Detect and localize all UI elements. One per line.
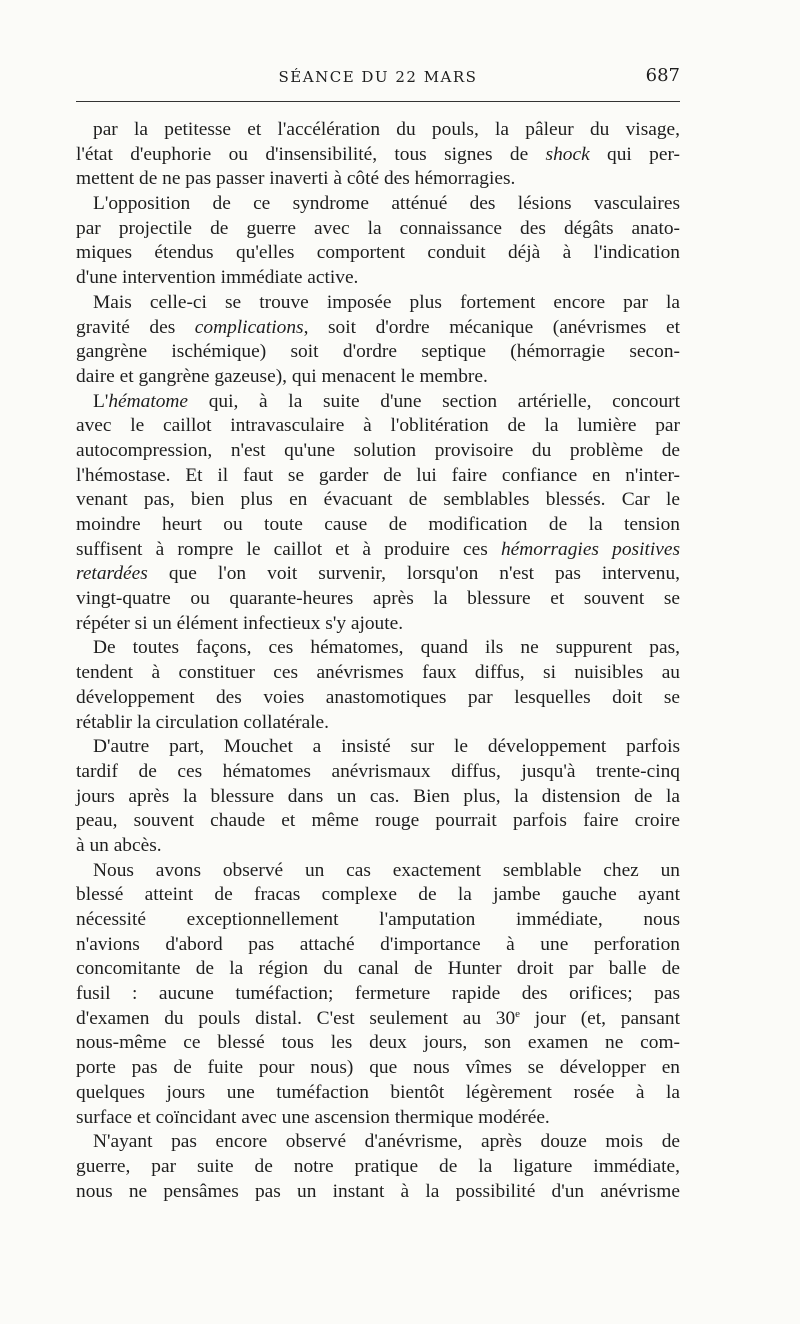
text-run: suffisent à rompre le caillot et à produire ces bbox=[76, 538, 501, 560]
text-line: moindre heurt ou toute cause de modification de la tension bbox=[76, 514, 680, 535]
text-line: venant pas, bien plus en évacuant de semblables blessés. Car le bbox=[76, 489, 680, 511]
text-line: L'opposition de ce syndrome atténué des lésions vasculaires bbox=[93, 193, 680, 215]
text-line: autocompression, n'est qu'une solution provisoire du problème de bbox=[76, 439, 680, 461]
text-line: N'ayant pas encore observé d'anévrisme, après douze mois de bbox=[93, 1131, 680, 1153]
text-line: porte pas de fuite pour nous) que nous vîmes se développer en bbox=[76, 1057, 680, 1079]
text-line: guerre, par suite de notre pratique de la ligature immédiate, bbox=[76, 1155, 680, 1177]
text-line: daire et gangrène gazeuse), qui menacent le membre. bbox=[76, 365, 488, 387]
text-line: par projectile de guerre avec la connaissance des dégâts anato- bbox=[76, 217, 680, 239]
text-line: fusil : aucune tuméfaction; fermeture rapide des orifices; pas bbox=[76, 983, 680, 1005]
text-run: d'examen du pouls distal. C'est seulement au 30 bbox=[76, 1007, 516, 1029]
text-run: l'état d'euphorie ou d'insensibilité, tous signes de bbox=[76, 143, 546, 165]
paragraph bbox=[76, 859, 680, 1131]
text-line: D'autre part, Mouchet a insisté sur le développement parfois bbox=[93, 736, 680, 758]
paragraph bbox=[76, 291, 680, 390]
text-line bbox=[76, 316, 680, 341]
text-line: développement des voies anastomotiques par lesquelles doit se bbox=[76, 686, 680, 708]
text-line: Nous avons observé un cas exactement semblable chez un bbox=[93, 859, 680, 881]
text-line: nous ne pensâmes pas un instant à la possibilité d'un anévrisme bbox=[76, 1180, 680, 1202]
text-line: gangrène ischémique) soit d'ordre septique (hémorragie secon- bbox=[76, 341, 680, 363]
text-run: qui per- bbox=[589, 143, 680, 165]
text-line: vingt-quatre ou quarante-heures après la blessure et souvent se bbox=[76, 588, 680, 610]
body-text bbox=[76, 118, 680, 1204]
text-line: peau, souvent chaude et même rouge pourrait parfois faire croire bbox=[76, 810, 680, 832]
text-line: rétablir la circulation collatérale. bbox=[76, 711, 330, 733]
header-rule bbox=[76, 101, 680, 102]
page-number: 687 bbox=[645, 65, 680, 86]
text-line: jours après la blessure dans un cas. Bien plus, la distension de la bbox=[76, 785, 680, 807]
text-line: à un abcès. bbox=[76, 834, 162, 856]
text-line: tardif de ces hématomes anévrismaux diffus, jusqu'à trente-cinq bbox=[76, 760, 680, 782]
text-line: d'une intervention immédiate active. bbox=[76, 267, 359, 289]
text-run: jour (et, pansant bbox=[520, 1007, 680, 1029]
superscript: e bbox=[515, 1007, 521, 1020]
text-line bbox=[76, 538, 680, 563]
text-line: blessé atteint de fracas complexe de la jambe gauche ayant bbox=[76, 884, 680, 906]
text-line: répéter si un élément infectieux s'y ajoute. bbox=[76, 612, 404, 634]
text-line: mettent de ne pas passer inaverti à côté des hémorragies. bbox=[76, 168, 516, 190]
text-line: Mais celle-ci se trouve imposée plus fortement encore par la bbox=[93, 291, 680, 313]
text-line bbox=[76, 390, 680, 415]
text-line bbox=[76, 143, 680, 168]
text-line: tendent à constituer ces anévrismes faux diffus, si nuisibles au bbox=[76, 662, 680, 684]
italic-term: complications bbox=[194, 316, 304, 338]
text-line: n'avions d'abord pas attaché d'importance à une perforation bbox=[76, 933, 680, 955]
italic-term: hématome bbox=[108, 390, 189, 412]
text-line: nous-même ce blessé tous les deux jours, son examen ne com- bbox=[76, 1032, 680, 1054]
running-head: SÉANCE DU 22 MARS bbox=[278, 68, 478, 86]
text-line: nécessité exceptionnellement l'amputation immédiate, nous bbox=[76, 909, 680, 930]
text-line: concomitante de la région du canal de Hunter droit par balle de bbox=[76, 958, 680, 980]
paragraph bbox=[76, 1130, 680, 1204]
paragraph bbox=[76, 390, 680, 637]
italic-term: hémorragies positives bbox=[500, 538, 680, 560]
italic-term: shock bbox=[545, 143, 590, 165]
text-line: l'hémostase. Et il faut se garder de lui faire confiance en n'inter- bbox=[76, 464, 680, 486]
paragraph bbox=[76, 735, 680, 858]
paragraph bbox=[76, 636, 680, 735]
text-line bbox=[76, 562, 680, 587]
text-line: surface et coïncidant avec une ascension thermique modérée. bbox=[76, 1106, 550, 1128]
text-line: avec le caillot intravasculaire à l'oblitération de la lumière par bbox=[76, 415, 680, 437]
paragraph bbox=[76, 192, 680, 291]
text-run: que l'on voit survenir, lorsqu'on n'est pas intervenu, bbox=[147, 563, 680, 585]
text-line: par la petitesse et l'accélération du pouls, la pâleur du visage, bbox=[93, 119, 680, 140]
text-line: miques étendus qu'elles comportent conduit déjà à l'indication bbox=[76, 242, 680, 264]
text-line: quelques jours une tuméfaction bientôt légèrement rosée à la bbox=[76, 1081, 680, 1103]
italic-term: retardées bbox=[76, 563, 148, 585]
paragraph bbox=[76, 118, 680, 192]
text-run: qui, à la suite d'une section artérielle, concourt bbox=[188, 390, 680, 412]
text-run: , soit d'ordre mécanique (anévrismes et bbox=[303, 316, 680, 338]
text-run: gravité des bbox=[76, 316, 195, 338]
text-run: L' bbox=[93, 390, 109, 412]
page-header bbox=[76, 62, 680, 92]
text-line bbox=[76, 1007, 680, 1032]
text-line: De toutes façons, ces hématomes, quand ils ne suppurent pas, bbox=[93, 637, 680, 659]
